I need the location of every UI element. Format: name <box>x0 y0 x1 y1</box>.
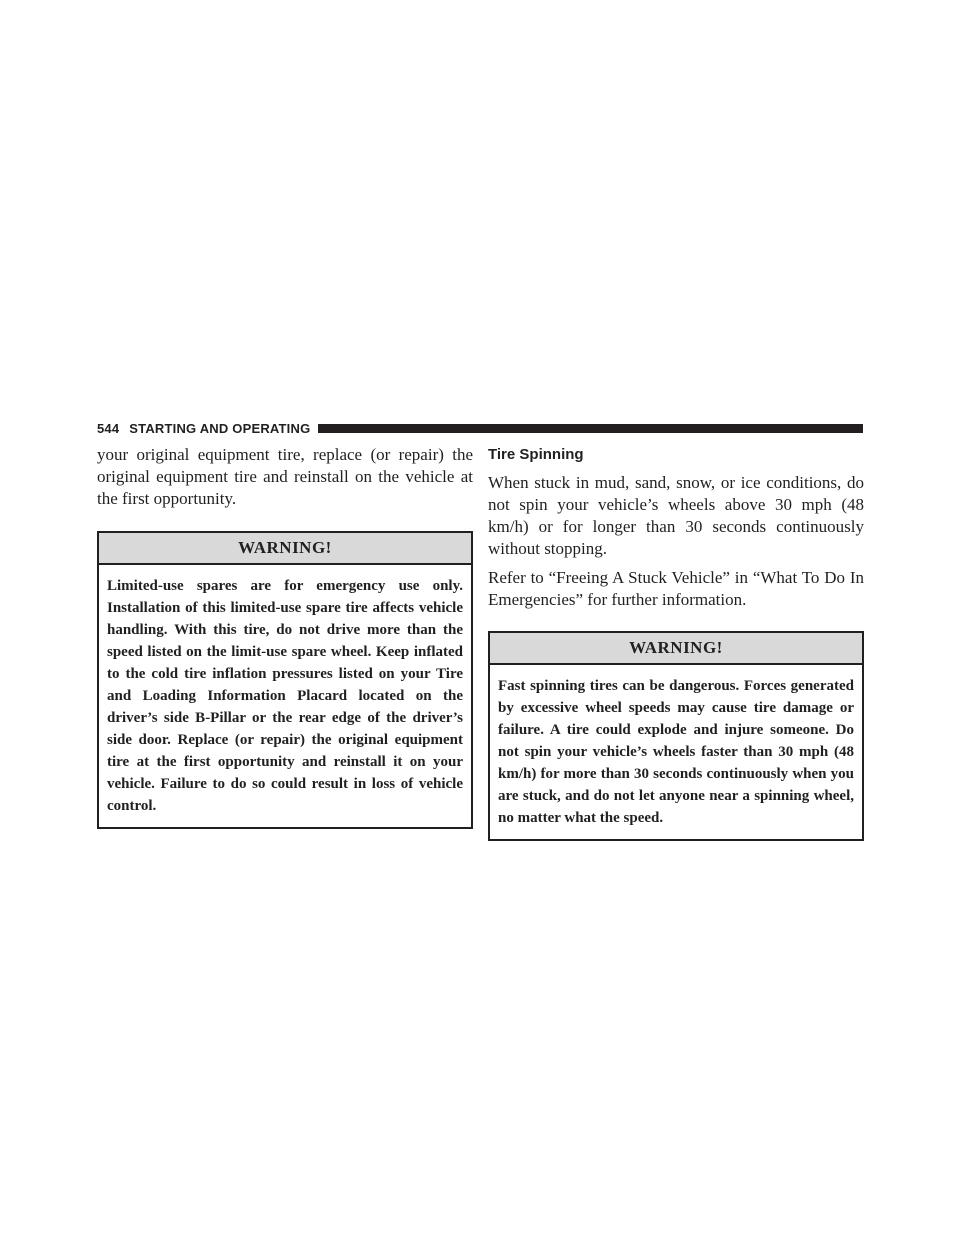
paragraph: When stuck in mud, sand, snow, or ice conditions, do not spin your vehicle’s wheels above 30 mph (48 km/h) or for longer than 30 seconds continuously without stopping. <box>488 473 864 558</box>
header-rule <box>318 424 863 433</box>
page-number: 544 <box>97 420 120 436</box>
warning-body: Fast spinning tires can be dangerous. Forces generated by excessive wheel speeds may cause tire damage or failure. A tire could explode and injure someone. Do not spin your vehicle’s wheels faster than 30 mph (48 km/h) for more than 30 seconds continuously when you are stuck, and do not let anyone near a spinning wheel, no matter what the speed. <box>498 678 854 826</box>
section-title: STARTING AND OPERATING <box>129 420 311 436</box>
paragraph: Refer to “Freeing A Stuck Vehicle” in “What To Do In Emergencies” for further information. <box>488 568 864 609</box>
left-column <box>97 444 473 829</box>
section-heading: Tire Spinning <box>488 446 584 463</box>
warning-body: Limited-use spares are for emergency use only. Installation of this limited-use spare tire affects vehicle handling. With this tire, do not drive more than the speed listed on the limit-use spare wheel. Keep inflated to the cold tire inflation pressures listed on your Tire and Loading Information Placard located on the driver’s side B-Pillar or the rear edge of the driver’s side door. Replace (or repair) the original equipment tire at the first opportunity and reinstall it on your vehicle. Failure to do so could result in loss of vehicle control. <box>107 578 463 814</box>
warning-title: WARNING! <box>490 633 862 665</box>
warning-title: WARNING! <box>99 533 471 565</box>
page-header <box>97 417 863 439</box>
right-column <box>488 444 864 841</box>
continued-paragraph: your original equipment tire, replace (or repair) the original equipment tire and reinstall on the vehicle at the first opportunity. <box>97 445 473 508</box>
warning-box-spare-tire <box>97 531 473 829</box>
warning-box-tire-spinning <box>488 631 864 841</box>
